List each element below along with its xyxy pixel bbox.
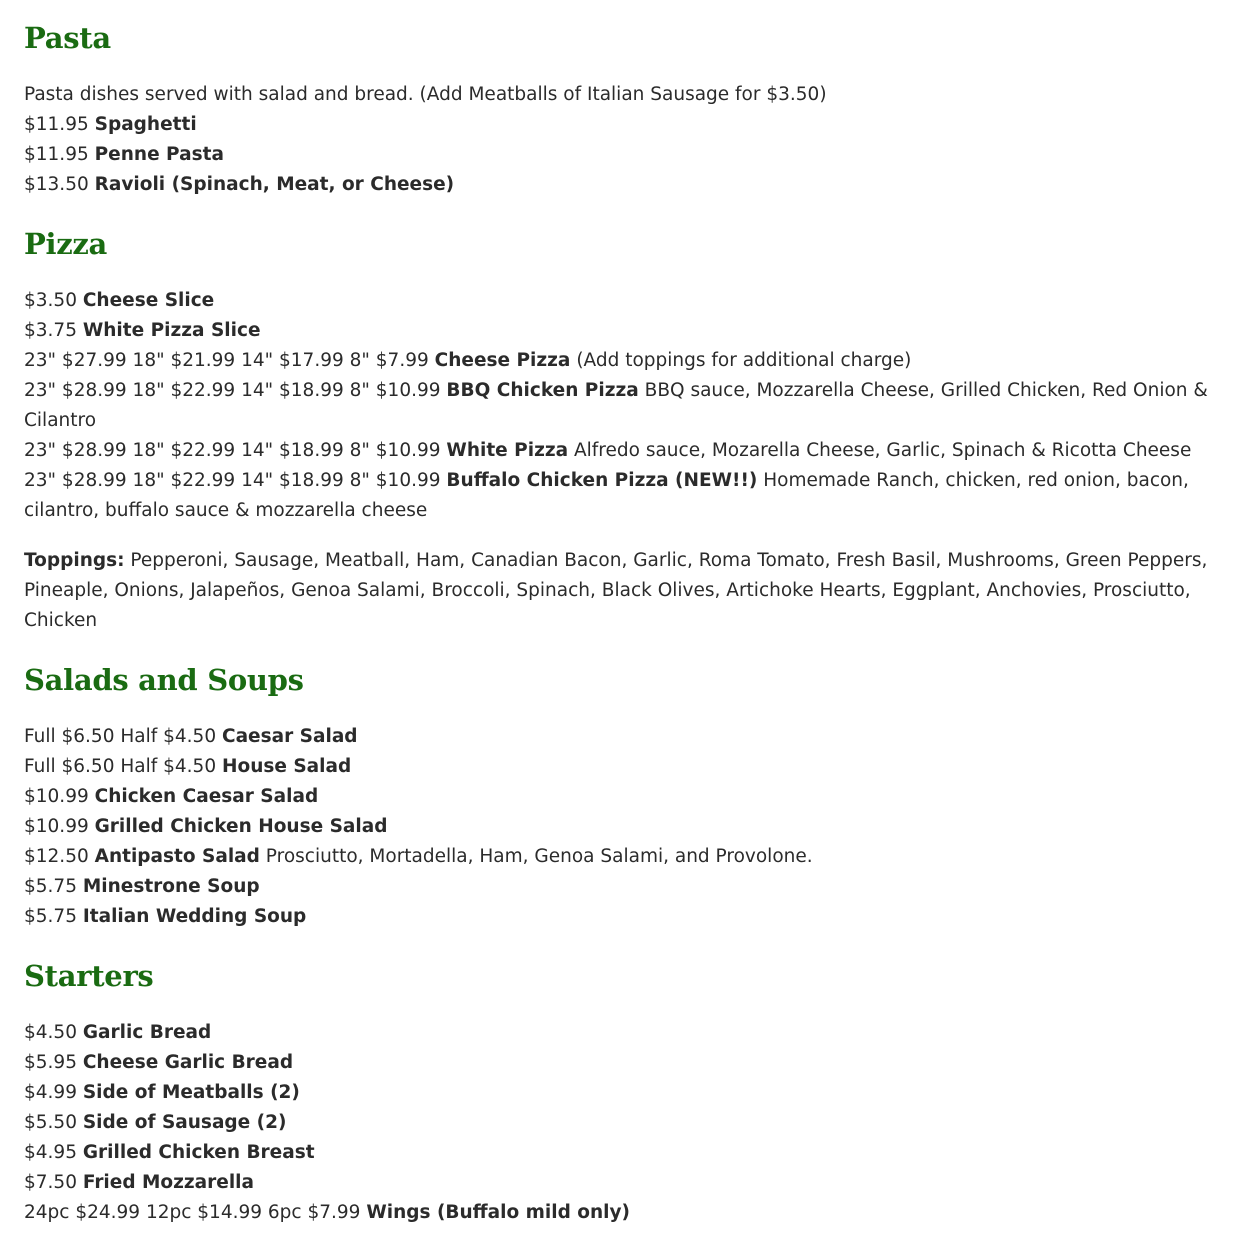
menu-item [24,872,1209,902]
pasta-heading: Pasta [24,21,111,55]
pizza-list [24,286,1209,526]
item-price: 23" $28.99 18" $22.99 14" $18.99 8" $10.99 [24,380,441,401]
menu-item [24,1168,1209,1198]
item-name: Minestrone Soup [82,876,260,897]
item-price: $5.75 [24,906,77,927]
menu-item [24,722,1209,752]
item-name: Buffalo Chicken Pizza (NEW!!) [446,470,758,491]
item-name: Italian Wedding Soup [82,906,307,927]
item-price: $4.50 [24,1022,77,1043]
item-price: Full $6.50 Half $4.50 [24,726,217,747]
item-name: Fried Mozzarella [82,1172,254,1193]
salads-heading: Salads and Soups [24,663,304,697]
item-name: Antipasto Salad [94,846,260,867]
item-name: Grilled Chicken House Salad [94,816,388,837]
item-name: House Salad [222,756,352,777]
item-price: $12.50 [24,846,89,867]
item-desc: BBQ sauce, Mozzarella Cheese, Grilled Chicken, Red Onion & Cilantro [24,380,1208,431]
item-desc: (Add toppings for additional charge) [576,350,912,371]
salads-section [24,656,1209,932]
toppings-list [24,546,1209,636]
item-desc: Alfredo sauce, Mozarella Cheese, Garlic, Spinach & Ricotta Cheese [573,440,1192,461]
menu-item [24,316,1209,346]
pizza-section [24,220,1209,636]
item-name: Penne Pasta [94,144,224,165]
item-price: $4.95 [24,1142,77,1163]
item-price: 23" $27.99 18" $21.99 14" $17.99 8" $7.99 [24,350,429,371]
item-price: 23" $28.99 18" $22.99 14" $18.99 8" $10.99 [24,470,441,491]
item-price: Full $6.50 Half $4.50 [24,756,217,777]
menu-item [24,842,1209,872]
item-price: $5.75 [24,876,77,897]
item-name: Side of Meatballs (2) [82,1082,300,1103]
item-name: BBQ Chicken Pizza [446,380,639,401]
menu-item [24,170,1209,200]
item-price: $3.50 [24,290,77,311]
menu-item [24,782,1209,812]
item-price: $10.99 [24,786,89,807]
menu-item [24,286,1209,316]
toppings-label: Toppings: [24,550,125,571]
item-price: $4.99 [24,1082,77,1103]
menu-item [24,1138,1209,1168]
starters-section [24,952,1209,1228]
salads-list [24,722,1209,932]
menu-item [24,436,1209,466]
item-name: White Pizza Slice [82,320,261,341]
item-name: Caesar Salad [222,726,358,747]
item-price: $5.95 [24,1052,77,1073]
menu-item [24,376,1209,436]
menu-item [24,902,1209,932]
item-price: 23" $28.99 18" $22.99 14" $18.99 8" $10.99 [24,440,441,461]
item-price: $11.95 [24,144,89,165]
menu-item [24,812,1209,842]
item-name: Cheese Garlic Bread [82,1052,294,1073]
item-name: Chicken Caesar Salad [94,786,319,807]
item-name: Grilled Chicken Breast [82,1142,315,1163]
pasta-list [24,80,1209,200]
starters-heading: Starters [24,959,154,993]
menu-item [24,1198,1209,1228]
pasta-note: Pasta dishes served with salad and bread. (Add Meatballs of Italian Sausage for $3.50) [24,84,827,105]
menu-item [24,1108,1209,1138]
item-price: $10.99 [24,816,89,837]
item-desc: Homemade Ranch, chicken, red onion, bacon, cilantro, buffalo sauce & mozzarella cheese [24,470,1189,521]
menu-item [24,1018,1209,1048]
menu-item [24,1078,1209,1108]
menu-item [24,1048,1209,1078]
item-name: Side of Sausage (2) [82,1112,287,1133]
starters-list [24,1018,1209,1228]
item-name: Cheese Pizza [434,350,571,371]
item-price: $7.50 [24,1172,77,1193]
menu-item [24,110,1209,140]
item-price: $11.95 [24,114,89,135]
pizza-heading: Pizza [24,227,108,261]
item-price: $13.50 [24,174,89,195]
menu-item [24,752,1209,782]
item-price: $5.50 [24,1112,77,1133]
menu-item [24,140,1209,170]
item-desc: Prosciutto, Mortadella, Ham, Genoa Salami, and Provolone. [265,846,813,867]
item-name: Garlic Bread [82,1022,212,1043]
item-name: Wings (Buffalo mild only) [366,1202,631,1223]
item-price: 24pc $24.99 12pc $14.99 6pc $7.99 [24,1202,361,1223]
pasta-section [24,14,1209,200]
item-price: $3.75 [24,320,77,341]
item-name: Spaghetti [94,114,197,135]
menu-item [24,346,1209,376]
item-name: White Pizza [446,440,569,461]
item-name: Ravioli (Spinach, Meat, or Cheese) [94,174,455,195]
toppings-text: Pepperoni, Sausage, Meatball, Ham, Canadian Bacon, Garlic, Roma Tomato, Fresh Basil, Mushrooms, Green Peppers, Pineaple, Onions, Jalapeños, Genoa Salami, Broccoli, Spinach, Black Olives, Artichoke Hearts, Eggplant, Anchovies, Prosciutto, Chicken [24,550,1208,631]
item-name: Cheese Slice [82,290,215,311]
menu-item [24,466,1209,526]
